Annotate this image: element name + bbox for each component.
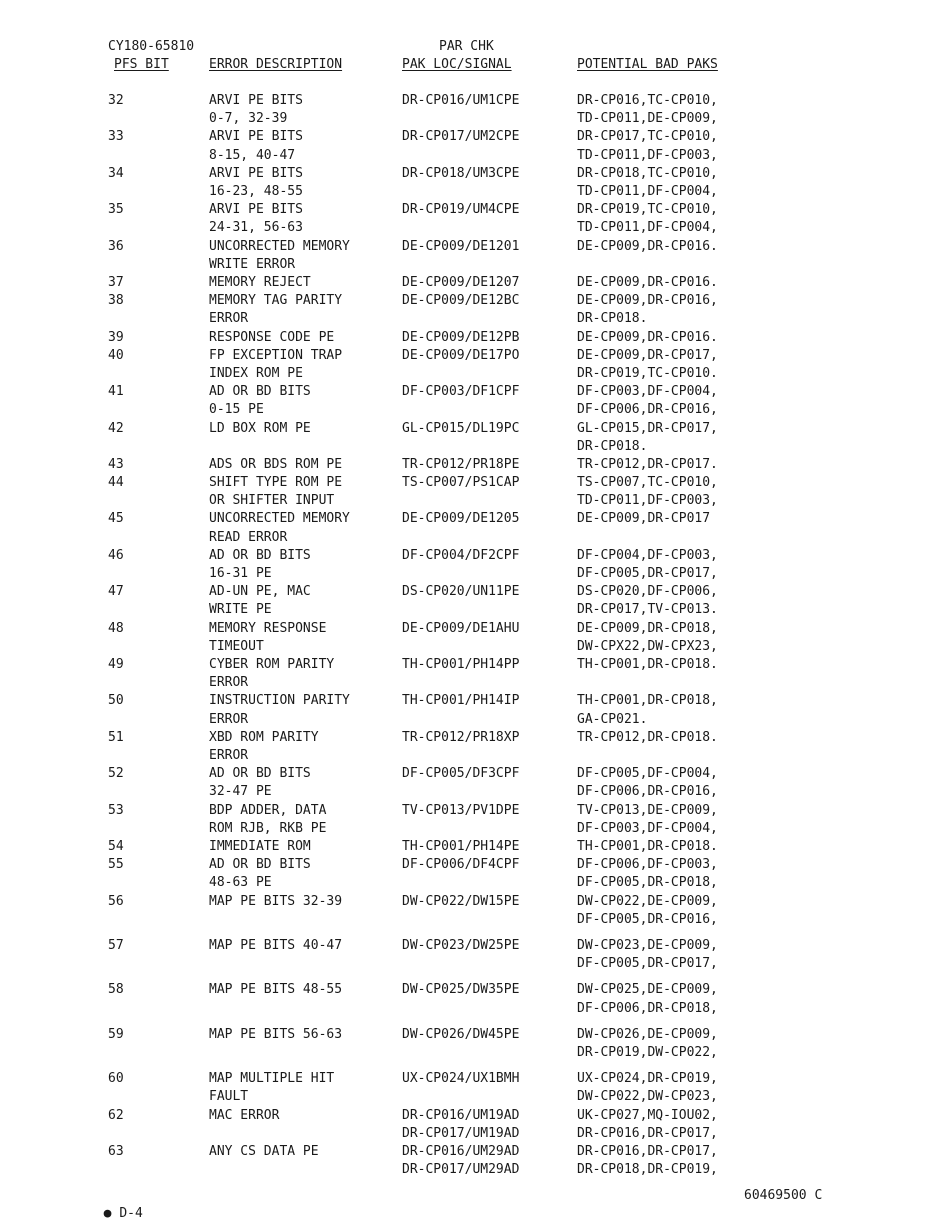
pfs-bit: 45 bbox=[108, 511, 124, 527]
potential-bad-paks-line: DW-CP023,DE-CP009, bbox=[577, 937, 718, 953]
pak-loc-signal-line: DF-CP003/DF1CPF bbox=[402, 384, 520, 400]
potential-bad-paks-line: DR-CP017,TC-CP010, bbox=[577, 129, 718, 145]
error-description-line: MEMORY REJECT bbox=[209, 274, 311, 290]
error-description-line: FP EXCEPTION TRAP bbox=[209, 347, 343, 363]
error-description-line: ROM RJB, RKB PE bbox=[209, 820, 327, 836]
potential-bad-paks-line: UX-CP024,DR-CP019, bbox=[577, 1071, 718, 1087]
potential-bad-paks-line: GA-CP021. bbox=[577, 711, 648, 727]
pfs-bit: 42 bbox=[108, 420, 124, 436]
potential-bad-paks-line: DR-CP016,TC-CP010, bbox=[577, 93, 718, 108]
potential-bad-paks-line: DE-CP009,DR-CP018, bbox=[577, 620, 718, 636]
table-row bbox=[0, 856, 950, 892]
pfs-bit: 33 bbox=[108, 129, 124, 145]
pfs-bit: 47 bbox=[108, 584, 124, 600]
error-description-line: WRITE PE bbox=[209, 602, 272, 618]
table-row bbox=[0, 802, 950, 838]
table-row bbox=[0, 981, 950, 1025]
error-description-line: 24-31, 56-63 bbox=[209, 220, 303, 236]
error-description-line: ERROR bbox=[209, 748, 249, 763]
error-description-line: MAP PE BITS 48-55 bbox=[209, 982, 343, 998]
pak-loc-signal-line: DR-CP019/UM4CPE bbox=[402, 202, 520, 218]
par-chk-label: PAR CHK bbox=[439, 39, 494, 54]
potential-bad-paks-line: DW-CP025,DE-CP009, bbox=[577, 982, 718, 998]
pfs-bit: 36 bbox=[108, 238, 124, 254]
error-description-line: TIMEOUT bbox=[209, 638, 264, 654]
pak-loc-signal-line: DW-CP023/DW25PE bbox=[402, 937, 520, 953]
pak-loc-signal-line: TH-CP001/PH14PP bbox=[402, 657, 520, 673]
table-row bbox=[0, 165, 950, 201]
pak-loc-signal-line: DE-CP009/DE1207 bbox=[402, 274, 520, 290]
potential-bad-paks-line: DR-CP018. bbox=[577, 438, 648, 454]
pak-loc-signal-line: TR-CP012/PR18PE bbox=[402, 456, 520, 472]
pak-loc-signal-line: DE-CP009/DE1201 bbox=[402, 238, 520, 254]
potential-bad-paks-line: DF-CP006,DR-CP016, bbox=[577, 784, 718, 800]
potential-bad-paks-line: TD-CP011,DE-CP009, bbox=[577, 111, 718, 127]
error-description-line: CYBER ROM PARITY bbox=[209, 657, 335, 673]
error-description-line: 16-23, 48-55 bbox=[209, 183, 303, 199]
error-description-line: MEMORY TAG PARITY bbox=[209, 293, 343, 309]
pfs-bit: 57 bbox=[108, 937, 124, 953]
error-description-line: ARVI PE BITS bbox=[209, 129, 303, 145]
error-description-line: MEMORY RESPONSE bbox=[209, 620, 327, 636]
error-description-line: ARVI PE BITS bbox=[209, 93, 303, 108]
pfs-bit: 52 bbox=[108, 766, 124, 782]
pfs-bit: 59 bbox=[108, 1026, 124, 1042]
pak-loc-signal-line: DR-CP016/UM29AD bbox=[402, 1143, 520, 1159]
bullet-icon: ● bbox=[103, 1206, 112, 1221]
error-description-line: AD-UN PE, MAC bbox=[209, 584, 311, 600]
table-row bbox=[0, 1107, 950, 1143]
potential-bad-paks-line: GL-CP015,DR-CP017, bbox=[577, 420, 718, 436]
table-row bbox=[0, 620, 950, 656]
potential-bad-paks-line: DE-CP009,DR-CP016. bbox=[577, 329, 718, 345]
pak-loc-signal-line: DE-CP009/DE1AHU bbox=[402, 620, 520, 636]
table-row bbox=[0, 547, 950, 583]
pfs-bit: 39 bbox=[108, 329, 124, 345]
error-description-line: 0-7, 32-39 bbox=[209, 111, 288, 127]
potential-bad-paks-line: TS-CP007,TC-CP010, bbox=[577, 475, 718, 491]
pak-loc-signal-line: DE-CP009/DE12PB bbox=[402, 329, 520, 345]
pfs-bit: 62 bbox=[108, 1107, 124, 1123]
error-description-line: BDP ADDER, DATA bbox=[209, 802, 327, 818]
column-header-pfs-bit: PFS BIT bbox=[114, 57, 169, 72]
table-row bbox=[0, 329, 950, 347]
error-description-line: AD OR BD BITS bbox=[209, 547, 311, 563]
potential-bad-paks-line: DW-CP022,DW-CP023, bbox=[577, 1089, 718, 1105]
pfs-bit: 60 bbox=[108, 1071, 124, 1087]
potential-bad-paks-line: DE-CP009,DR-CP017, bbox=[577, 347, 718, 363]
error-description-line: 8-15, 40-47 bbox=[209, 147, 296, 163]
pfs-bit: 55 bbox=[108, 857, 124, 873]
pfs-bit: 38 bbox=[108, 293, 124, 309]
error-description-line: AD OR BD BITS bbox=[209, 766, 311, 782]
table-row bbox=[0, 765, 950, 801]
table-row bbox=[0, 474, 950, 510]
pfs-bit: 56 bbox=[108, 893, 124, 909]
column-header-error-description: ERROR DESCRIPTION bbox=[209, 57, 343, 72]
pak-loc-signal-line: GL-CP015/DL19PC bbox=[402, 420, 520, 436]
potential-bad-paks-line: TV-CP013,DE-CP009, bbox=[577, 802, 718, 818]
error-description-line: ERROR bbox=[209, 711, 249, 727]
potential-bad-paks-line: DF-CP005,DR-CP017, bbox=[577, 956, 718, 972]
pfs-bit: 48 bbox=[108, 620, 124, 636]
potential-bad-paks-line: TD-CP011,DF-CP004, bbox=[577, 183, 718, 199]
error-description-line: FAULT bbox=[209, 1089, 249, 1105]
error-description-line: 0-15 PE bbox=[209, 402, 264, 418]
pak-loc-signal-line: TS-CP007/PS1CAP bbox=[402, 475, 520, 491]
pak-loc-signal-line: TH-CP001/PH14PE bbox=[402, 838, 520, 854]
pfs-bit: 46 bbox=[108, 547, 124, 563]
pak-loc-signal-line: UX-CP024/UX1BMH bbox=[402, 1071, 520, 1087]
potential-bad-paks-line: DR-CP018,TC-CP010, bbox=[577, 165, 718, 181]
potential-bad-paks-line: DR-CP016,DR-CP017, bbox=[577, 1143, 718, 1159]
document-number: 60469500 C bbox=[744, 1188, 823, 1203]
pak-loc-signal-line: DF-CP006/DF4CPF bbox=[402, 857, 520, 873]
potential-bad-paks-line: TH-CP001,DR-CP018. bbox=[577, 838, 718, 854]
error-description-line: UNCORRECTED MEMORY bbox=[209, 238, 350, 254]
error-description-line: SHIFT TYPE ROM PE bbox=[209, 475, 343, 491]
pfs-bit: 58 bbox=[108, 982, 124, 998]
error-description-line: ERROR bbox=[209, 311, 249, 327]
error-description-line: INDEX ROM PE bbox=[209, 365, 303, 381]
pak-loc-signal-line: DE-CP009/DE12BC bbox=[402, 293, 520, 309]
table-row bbox=[0, 937, 950, 981]
error-description-line: AD OR BD BITS bbox=[209, 857, 311, 873]
error-description-line: 32-47 PE bbox=[209, 784, 272, 800]
pfs-bit: 53 bbox=[108, 802, 124, 818]
potential-bad-paks-line: DR-CP019,TC-CP010. bbox=[577, 365, 718, 381]
pfs-bit: 32 bbox=[108, 93, 124, 108]
error-description-line: MAC ERROR bbox=[209, 1107, 280, 1123]
potential-bad-paks-line: DR-CP017,TV-CP013. bbox=[577, 602, 718, 618]
pfs-bit: 43 bbox=[108, 456, 124, 472]
error-description-line: LD BOX ROM PE bbox=[209, 420, 311, 436]
pak-loc-signal-line: DS-CP020/UN11PE bbox=[402, 584, 520, 600]
error-description-line: READ ERROR bbox=[209, 529, 288, 545]
pfs-bit: 40 bbox=[108, 347, 124, 363]
pak-loc-signal-line: DW-CP026/DW45PE bbox=[402, 1026, 520, 1042]
potential-bad-paks-line: DF-CP003,DF-CP004, bbox=[577, 820, 718, 836]
potential-bad-paks-line: DF-CP005,DR-CP018, bbox=[577, 875, 718, 891]
error-description-line: ADS OR BDS ROM PE bbox=[209, 456, 343, 472]
column-header-potential-bad-paks: POTENTIAL BAD PAKS bbox=[577, 57, 718, 72]
error-description-line: ERROR bbox=[209, 675, 249, 691]
pak-loc-signal-line: DW-CP022/DW15PE bbox=[402, 893, 520, 909]
potential-bad-paks-line: TH-CP001,DR-CP018. bbox=[577, 657, 718, 673]
table-row bbox=[0, 838, 950, 856]
table-row bbox=[0, 1026, 950, 1070]
table-row bbox=[0, 893, 950, 937]
potential-bad-paks-line: TR-CP012,DR-CP017. bbox=[577, 456, 718, 472]
potential-bad-paks-line: DR-CP019,TC-CP010, bbox=[577, 202, 718, 218]
error-description-line: 16-31 PE bbox=[209, 566, 272, 582]
error-description-line: MAP MULTIPLE HIT bbox=[209, 1071, 335, 1087]
pak-loc-signal-line: DE-CP009/DE1205 bbox=[402, 511, 520, 527]
page-number: D-4 bbox=[119, 1206, 143, 1221]
potential-bad-paks-line: TR-CP012,DR-CP018. bbox=[577, 729, 718, 745]
pak-loc-signal-line: DR-CP018/UM3CPE bbox=[402, 165, 520, 181]
pak-loc-signal-line: DR-CP017/UM19AD bbox=[402, 1125, 520, 1141]
table-row bbox=[0, 92, 950, 128]
table-row bbox=[0, 692, 950, 728]
table-row bbox=[0, 583, 950, 619]
pak-loc-signal-line: DR-CP016/UM19AD bbox=[402, 1107, 520, 1123]
potential-bad-paks-line: DR-CP018,DR-CP019, bbox=[577, 1162, 718, 1178]
potential-bad-paks-line: DR-CP018. bbox=[577, 311, 648, 327]
error-description-line: ANY CS DATA PE bbox=[209, 1143, 319, 1159]
pak-loc-signal-line: DF-CP005/DF3CPF bbox=[402, 766, 520, 782]
potential-bad-paks-line: DF-CP005,DF-CP004, bbox=[577, 766, 718, 782]
pak-loc-signal-line: TR-CP012/PR18XP bbox=[402, 729, 520, 745]
table-row bbox=[0, 1070, 950, 1106]
potential-bad-paks-line: TH-CP001,DR-CP018, bbox=[577, 693, 718, 709]
potential-bad-paks-line: UK-CP027,MQ-IOU02, bbox=[577, 1107, 718, 1123]
potential-bad-paks-line: DE-CP009,DR-CP016, bbox=[577, 293, 718, 309]
potential-bad-paks-line: DW-CP026,DE-CP009, bbox=[577, 1026, 718, 1042]
error-description-line: MAP PE BITS 40-47 bbox=[209, 937, 343, 953]
table-row bbox=[0, 238, 950, 274]
pfs-bit: 49 bbox=[108, 657, 124, 673]
pak-loc-signal-line: DF-CP004/DF2CPF bbox=[402, 547, 520, 563]
potential-bad-paks-line: DE-CP009,DR-CP016. bbox=[577, 238, 718, 254]
pfs-bit: 54 bbox=[108, 838, 124, 854]
error-description-line: IMMEDIATE ROM bbox=[209, 838, 311, 854]
potential-bad-paks-line: TD-CP011,DF-CP003, bbox=[577, 147, 718, 163]
column-header-pak-loc-signal: PAK LOC/SIGNAL bbox=[402, 57, 512, 72]
error-description-line: AD OR BD BITS bbox=[209, 384, 311, 400]
potential-bad-paks-line: DF-CP003,DF-CP004, bbox=[577, 384, 718, 400]
potential-bad-paks-line: TD-CP011,DF-CP004, bbox=[577, 220, 718, 236]
error-description-line: MAP PE BITS 56-63 bbox=[209, 1026, 343, 1042]
pfs-bit: 34 bbox=[108, 165, 124, 181]
pak-loc-signal-line: TH-CP001/PH14IP bbox=[402, 693, 520, 709]
table-row bbox=[0, 383, 950, 419]
document-id: CY180-65810 bbox=[108, 39, 195, 54]
error-description-line: OR SHIFTER INPUT bbox=[209, 493, 335, 509]
error-description-line: WRITE ERROR bbox=[209, 256, 296, 272]
pfs-bit: 51 bbox=[108, 729, 124, 745]
potential-bad-paks-line: DF-CP006,DR-CP018, bbox=[577, 1000, 718, 1016]
pfs-bit: 63 bbox=[108, 1143, 124, 1159]
pak-loc-signal-line: TV-CP013/PV1DPE bbox=[402, 802, 520, 818]
potential-bad-paks-line: TD-CP011,DF-CP003, bbox=[577, 493, 718, 509]
error-table bbox=[0, 92, 950, 1179]
pfs-bit: 35 bbox=[108, 202, 124, 218]
potential-bad-paks-line: DF-CP004,DF-CP003, bbox=[577, 547, 718, 563]
error-description-line: RESPONSE CODE PE bbox=[209, 329, 335, 345]
potential-bad-paks-line: DR-CP016,DR-CP017, bbox=[577, 1125, 718, 1141]
potential-bad-paks-line: DR-CP019,DW-CP022, bbox=[577, 1044, 718, 1060]
pak-loc-signal-line: DW-CP025/DW35PE bbox=[402, 982, 520, 998]
error-description-line: UNCORRECTED MEMORY bbox=[209, 511, 350, 527]
table-row bbox=[0, 292, 950, 328]
error-description-line: XBD ROM PARITY bbox=[209, 729, 319, 745]
error-description-line: ARVI PE BITS bbox=[209, 202, 303, 218]
table-row bbox=[0, 510, 950, 546]
error-description-line: INSTRUCTION PARITY bbox=[209, 693, 350, 709]
error-description-line: ARVI PE BITS bbox=[209, 165, 303, 181]
potential-bad-paks-line: DW-CPX22,DW-CPX23, bbox=[577, 638, 718, 654]
pak-loc-signal-line: DR-CP017/UM29AD bbox=[402, 1162, 520, 1178]
pak-loc-signal-line: DE-CP009/DE17PO bbox=[402, 347, 520, 363]
pfs-bit: 50 bbox=[108, 693, 124, 709]
table-row bbox=[0, 1143, 950, 1179]
pfs-bit: 41 bbox=[108, 384, 124, 400]
pak-loc-signal-line: DR-CP017/UM2CPE bbox=[402, 129, 520, 145]
table-row bbox=[0, 420, 950, 456]
error-description-line: MAP PE BITS 32-39 bbox=[209, 893, 343, 909]
pak-loc-signal-line: DR-CP016/UM1CPE bbox=[402, 93, 520, 108]
potential-bad-paks-line: DE-CP009,DR-CP017 bbox=[577, 511, 711, 527]
table-row bbox=[0, 201, 950, 237]
potential-bad-paks-line: DW-CP022,DE-CP009, bbox=[577, 893, 718, 909]
table-row bbox=[0, 729, 950, 765]
pfs-bit: 44 bbox=[108, 475, 124, 491]
table-row bbox=[0, 274, 950, 292]
table-row bbox=[0, 347, 950, 383]
potential-bad-paks-line: DS-CP020,DF-CP006, bbox=[577, 584, 718, 600]
potential-bad-paks-line: DF-CP006,DR-CP016, bbox=[577, 402, 718, 418]
potential-bad-paks-line: DF-CP005,DR-CP016, bbox=[577, 911, 718, 927]
page-footer-label bbox=[88, 1187, 143, 1223]
potential-bad-paks-line: DE-CP009,DR-CP016. bbox=[577, 274, 718, 290]
pfs-bit: 37 bbox=[108, 274, 124, 290]
table-row bbox=[0, 128, 950, 164]
potential-bad-paks-line: DF-CP006,DF-CP003, bbox=[577, 857, 718, 873]
error-description-line: 48-63 PE bbox=[209, 875, 272, 891]
table-row bbox=[0, 456, 950, 474]
table-row bbox=[0, 656, 950, 692]
potential-bad-paks-line: DF-CP005,DR-CP017, bbox=[577, 566, 718, 582]
